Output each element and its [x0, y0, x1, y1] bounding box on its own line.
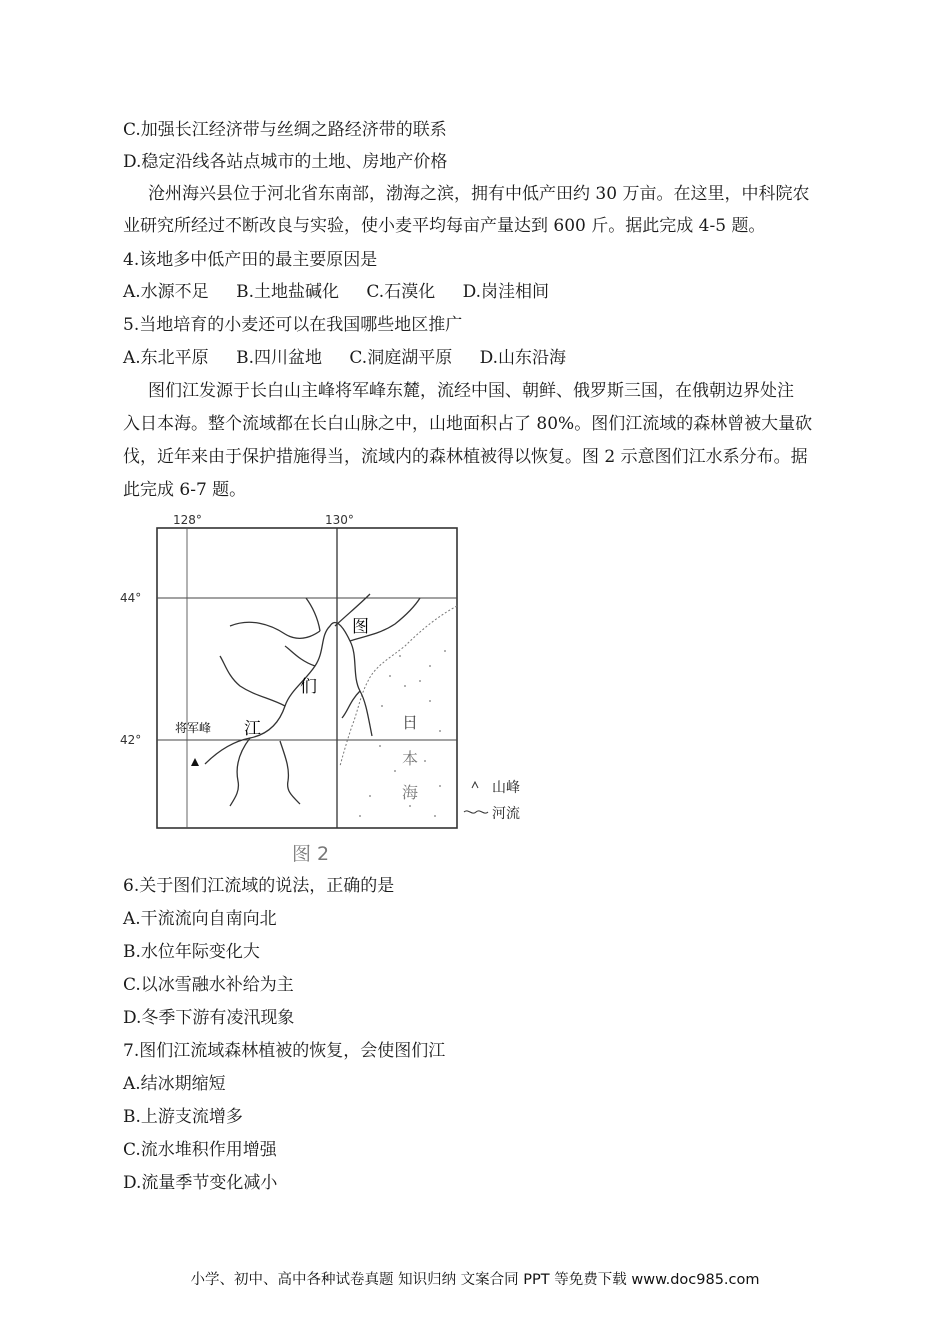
legend-peak-label: 山峰 [492, 780, 520, 796]
peak-icon [191, 758, 199, 766]
lat-42-label: 42° [120, 733, 142, 747]
q5-option-b: B.四川盆地 [236, 348, 322, 368]
passage1-line2: 业研究所经过不断改良与实验，使小麦平均每亩产量达到 600 斤。据此完成 4-5 题。 [123, 216, 766, 236]
passage1-line1: 沧州海兴县位于河北省东南部，渤海之滨，拥有中低产田约 30 万亩。在这里，中科院农 [148, 184, 810, 204]
map-legend [464, 780, 520, 822]
figure-caption: 图 2 [292, 843, 330, 865]
sea-char-2: 本 [402, 749, 419, 768]
q5-option-a: A.东北平原 [123, 348, 209, 368]
lat-44-label: 44° [120, 591, 142, 605]
q7-option-b: B.上游支流增多 [123, 1107, 243, 1127]
passage2-line1: 图们江发源于长白山主峰将军峰东麓，流经中国、朝鲜、俄罗斯三国，在俄朝边界处注 [148, 381, 794, 401]
river-char-1: 图 [352, 617, 369, 637]
q6-option-c: C.以冰雪融水补给为主 [123, 975, 294, 995]
q5-option-c: C.洞庭湖平原 [349, 348, 453, 368]
q3-option-c: C.加强长江经济带与丝绸之路经济带的联系 [123, 120, 447, 140]
legend-river-icon [464, 811, 488, 813]
q4-option-b: B.土地盐碱化 [236, 282, 339, 302]
passage2-line2: 入日本海。整个流域都在长白山脉之中，山地面积占了 80%。图们江流域的森林曾被大量砍 [123, 414, 813, 434]
q6-option-d: D.冬季下游有凌汛现象 [123, 1008, 295, 1028]
q7-option-d: D.流量季节变化减小 [123, 1173, 278, 1193]
q5-option-d: D.山东沿海 [479, 348, 567, 368]
river-char-2: 们 [300, 677, 317, 697]
q7-stem: 7.图们江流域森林植被的恢复，会使图们江 [123, 1041, 446, 1061]
q6-option-a: A.干流流向自南向北 [123, 909, 277, 929]
q4-option-d: D.岗洼相间 [462, 282, 550, 302]
legend-river-label: 河流 [492, 806, 520, 822]
map-svg [120, 506, 540, 866]
q3-option-d: D.稳定沿线各站点城市的土地、房地产价格 [123, 152, 448, 172]
sea-char-1: 日 [402, 713, 419, 732]
page-footer: 小学、初中、高中各种试卷真题 知识归纳 文案合同 PPT 等免费下载 www.doc985.com [190, 1272, 760, 1288]
lon-130-label: 130° [325, 513, 354, 527]
q7-option-a: A.结冰期缩短 [123, 1074, 226, 1094]
q6-stem: 6.关于图们江流域的说法，正确的是 [123, 876, 395, 896]
legend-peak-icon [472, 782, 478, 788]
peak-label: 将军峰 [175, 721, 212, 735]
sea-char-3: 海 [402, 783, 419, 802]
lon-128-label: 128° [173, 513, 202, 527]
tumen-river-map [120, 506, 540, 866]
passage2-line3: 伐，近年来由于保护措施得当，流域内的森林植被得以恢复。图 2 示意图们江水系分布。据 [123, 447, 808, 467]
q7-option-c: C.流水堆积作用增强 [123, 1140, 277, 1160]
passage2-line4: 此完成 6-7 题。 [123, 480, 247, 500]
river-network [205, 594, 420, 806]
q4-stem: 4.该地多中低产田的最主要原因是 [123, 250, 378, 270]
q5-stem: 5.当地培育的小麦还可以在我国哪些地区推广 [123, 315, 463, 335]
river-char-3: 江 [244, 719, 261, 739]
q4-option-c: C.石漠化 [366, 282, 436, 302]
q6-option-b: B.水位年际变化大 [123, 942, 260, 962]
q5-options [123, 346, 588, 370]
q4-option-a: A.水源不足 [123, 282, 209, 302]
q4-options [123, 280, 571, 304]
